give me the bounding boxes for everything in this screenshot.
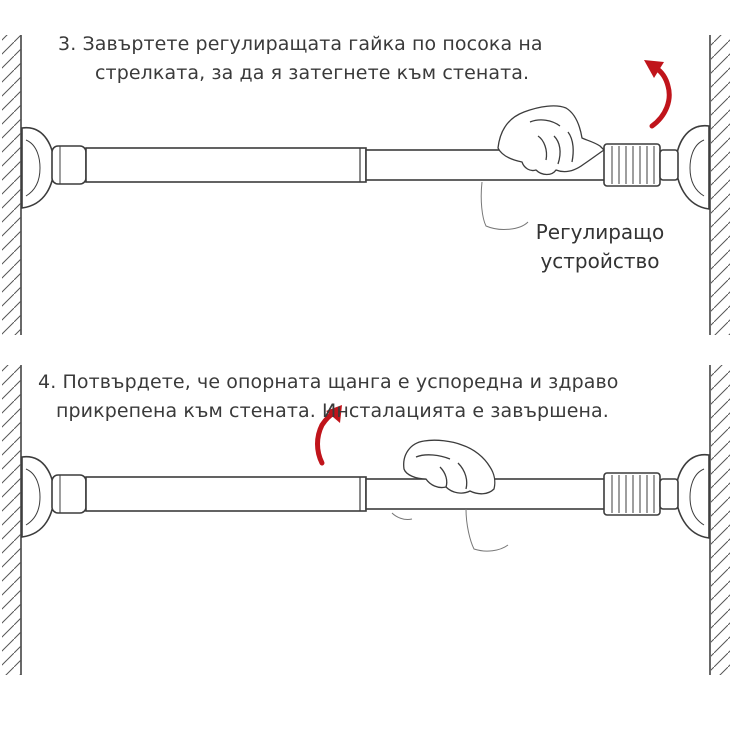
adjusting-device-label-line-1: Регулиращо — [535, 220, 665, 244]
step-4-caption-line-2: прикрепена към стената. Инсталацията е завършена. — [56, 400, 609, 422]
step-4-panel — [0, 345, 732, 685]
right-wall-hatch-icon — [710, 365, 730, 675]
step-4-caption-line-1: 4. Потвърдете, че опорната щанга е успоредна и здраво — [38, 371, 619, 393]
right-suction-cup-icon — [660, 126, 709, 209]
left-suction-cup-icon — [22, 457, 86, 537]
step-3-caption — [58, 30, 543, 88]
tension-rod-icon — [86, 477, 606, 511]
step-3-caption-line-1: 3. Завъртете регулиращата гайка по посока на — [58, 33, 543, 55]
rotation-arrow-icon — [644, 60, 669, 126]
adjusting-device-label-line-2: устройство — [540, 249, 660, 273]
adjusting-device-label — [520, 218, 680, 276]
left-wall-hatch-icon — [2, 35, 21, 335]
right-wall-hatch-icon — [710, 35, 730, 335]
step-3-panel — [0, 0, 732, 345]
right-suction-cup-icon — [660, 455, 709, 538]
step-4-caption — [38, 368, 619, 426]
adjusting-nut-icon — [604, 473, 660, 515]
left-suction-cup-icon — [22, 128, 86, 208]
step-3-caption-line-2: стрелката, за да я затегнете към стената. — [95, 62, 530, 84]
adjusting-nut-icon — [604, 144, 660, 186]
left-wall-hatch-icon — [2, 365, 21, 675]
